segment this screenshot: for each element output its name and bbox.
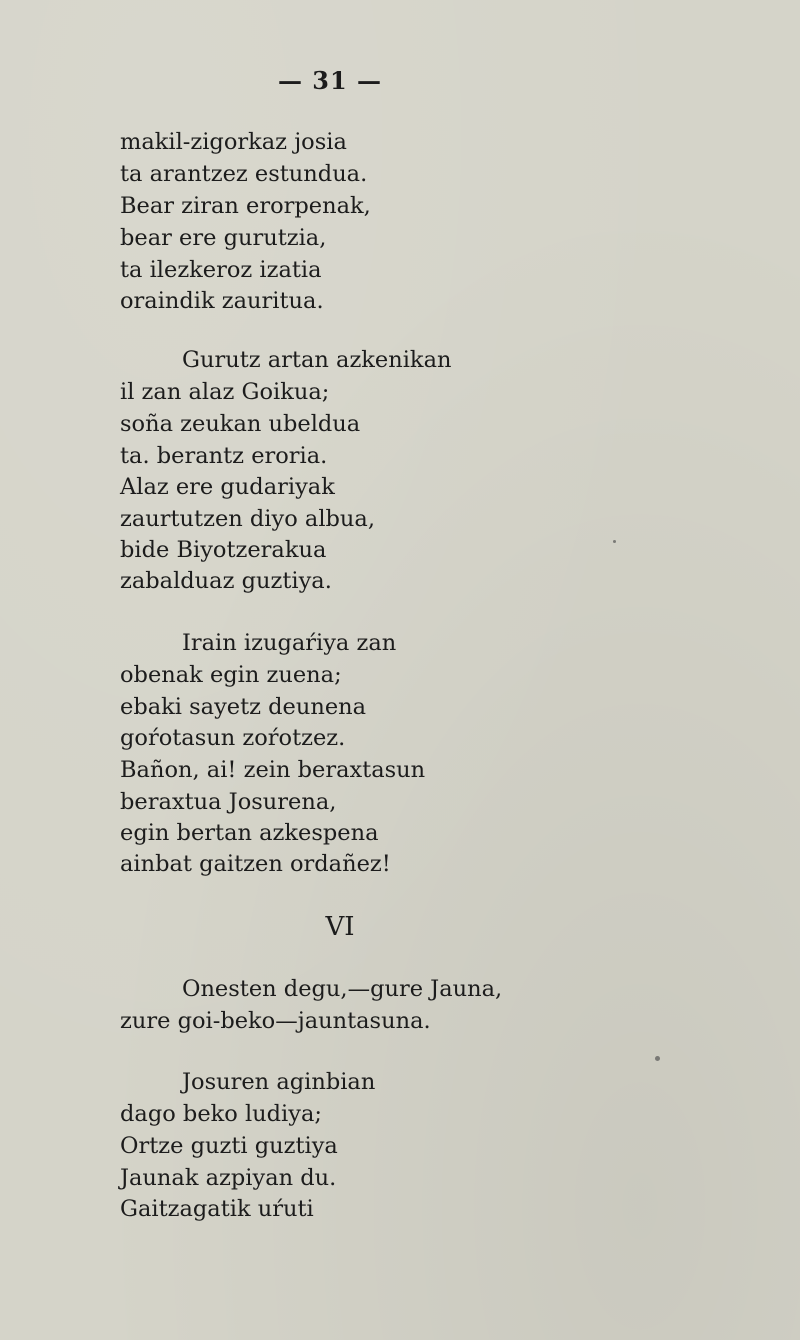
verse-line: Gaitzagatik uŕuti [120, 1196, 314, 1222]
page-number: — 31 — [277, 66, 383, 95]
verse-line: egin bertan azkespena [120, 820, 379, 846]
verse-line: Josuren aginbian [182, 1069, 376, 1095]
verse-line: beraxtua Josurena, [120, 789, 337, 815]
verse-line: goŕotasun zoŕotzez. [120, 725, 346, 751]
verse-line: bear ere gurutzia, [120, 225, 327, 251]
verse-line: ta arantzez estundua. [120, 161, 368, 187]
verse-line: ta. berantz eroria. [120, 443, 328, 469]
verse-line: ebaki sayetz deunena [120, 694, 367, 720]
verse-line: ta ilezkeroz izatia [120, 257, 322, 283]
verse-line: soña zeukan ubeldua [120, 411, 361, 437]
verse-line: Bañon, ai! zein beraxtasun [120, 757, 426, 783]
section-heading: VI [325, 912, 355, 942]
verse-line: oraindik zauritua. [120, 288, 324, 314]
verse-line: Irain izugaŕiya zan [182, 630, 397, 656]
verse-line: Alaz ere gudariyak [120, 474, 335, 500]
paper-speck [613, 540, 616, 543]
verse-line: ainbat gaitzen ordañez! [120, 851, 391, 877]
refrain-line: zure goi-beko—jauntasuna. [120, 1008, 431, 1034]
verse-line: zabalduaz guztiya. [120, 568, 332, 594]
verse-line: Gurutz artan azkenikan [182, 347, 452, 373]
verse-line: bide Biyotzerakua [120, 537, 327, 563]
verse-line: dago beko ludiya; [120, 1101, 322, 1127]
verse-line: Jaunak azpiyan du. [120, 1165, 337, 1191]
verse-line: zaurtutzen diyo albua, [120, 506, 375, 532]
verse-line: il zan alaz Goikua; [120, 379, 330, 405]
verse-line: Ortze guzti guztiya [120, 1133, 338, 1159]
refrain-line: Onesten degu,—gure Jauna, [182, 976, 503, 1002]
verse-line: makil-zigorkaz josia [120, 129, 347, 155]
paper-speck [655, 1056, 660, 1061]
verse-line: Bear ziran erorpenak, [120, 193, 371, 219]
verse-line: obenak egin zuena; [120, 662, 342, 688]
